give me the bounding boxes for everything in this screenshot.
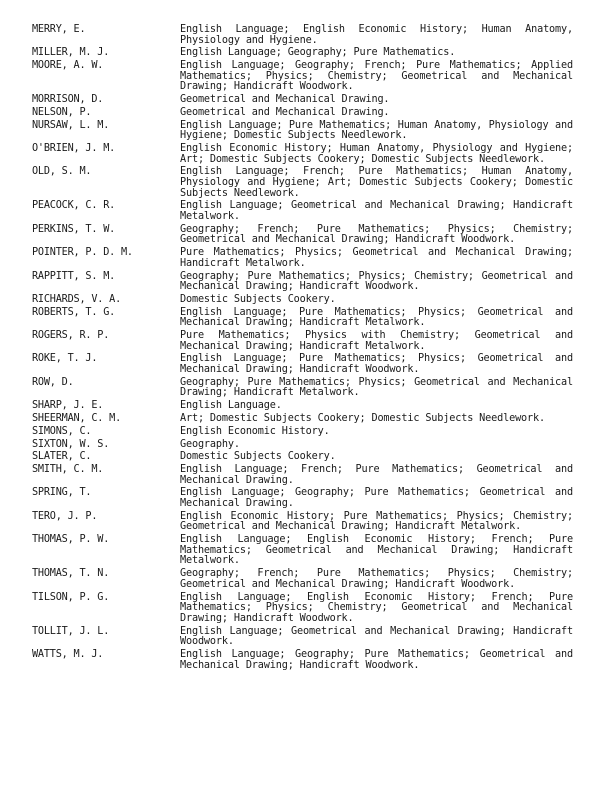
candidate-list [0, 25, 600, 673]
candidate-name: WATTS, M. J. [32, 648, 104, 660]
candidate-name: RICHARDS, V. A. [32, 293, 122, 305]
candidate-subjects: Geography; Pure Mathematics; Physics; Chemistry; Geometrical and Mechanical Drawing; Handicraft Woodwork. [180, 270, 573, 293]
candidate-name: SLATER, C. [32, 451, 92, 463]
candidate-subjects: English Language; English Economic History; Human Anatomy, Physiology and Hygiene. [180, 24, 573, 46]
candidate-name: TOLLIT, J. L. [32, 625, 110, 637]
candidate-subjects: English Language; Geometrical and Mechanical Drawing; Handicraft Woodwork. [180, 625, 573, 648]
candidate-name: ROW, D. [32, 376, 74, 388]
candidate-name: RAPPITT, S. M. [32, 270, 116, 282]
candidate-name: MILLER, M. J. [32, 47, 110, 59]
list-item [0, 144, 600, 165]
candidate-subjects: English Economic History. [180, 425, 330, 437]
candidate-subjects: English Language; Pure Mathematics; Physics; Geometrical and Mechanical Drawing; Handicraft Metalwork. [180, 306, 573, 329]
list-item [0, 378, 600, 399]
candidate-subjects: Geometrical and Mechanical Drawing. [180, 94, 390, 106]
candidate-subjects: Geography; Pure Mathematics; Physics; Geometrical and Mechanical Drawing; Handicraft Metalwork. [180, 376, 573, 399]
candidate-name: TERO, J. P. [32, 510, 98, 522]
candidate-name: PERKINS, T. W. [32, 223, 116, 235]
candidate-subjects: English Language; Geography; Pure Mathematics; Geometrical and Mechanical Drawing. [180, 487, 573, 510]
list-item [0, 272, 600, 293]
list-item [0, 248, 600, 269]
candidate-subjects: Art; Domestic Subjects Cookery; Domestic Subjects Needlework. [180, 412, 545, 424]
list-item [0, 488, 600, 509]
candidate-name: MERRY, E. [32, 24, 86, 35]
list-item [0, 225, 600, 246]
candidate-name: O'BRIEN, J. M. [32, 143, 116, 155]
candidate-subjects: English Language. [180, 400, 282, 412]
candidate-name: PEACOCK, C. R. [32, 200, 116, 212]
list-item [0, 452, 600, 463]
candidate-subjects: Pure Mathematics; Physics; Geometrical and Mechanical Drawing; Handicraft Metalwork. [180, 247, 573, 269]
candidate-name: ROGERS, R. P. [32, 330, 110, 342]
list-item [0, 48, 600, 59]
candidate-name: TILSON, P. G. [32, 591, 110, 603]
list-item [0, 121, 600, 142]
list-item [0, 61, 600, 93]
list-item [0, 569, 600, 590]
candidate-subjects: English Economic History; Human Anatomy, Physiology and Hygiene; Art; Domestic Subjects Cookery; Domestic Subjects Needlework. [180, 143, 573, 165]
candidate-subjects: English Language; Pure Mathematics; Physics; Geometrical and Mechanical Drawing; Handicraft Woodwork. [180, 353, 573, 376]
candidate-name: SIMONS, C. [32, 425, 92, 437]
candidate-name: THOMAS, P. W. [32, 534, 110, 546]
candidate-subjects: Domestic Subjects Cookery. [180, 451, 336, 463]
list-item [0, 627, 600, 648]
candidate-name: ROBERTS, T. G. [32, 306, 116, 318]
list-item [0, 650, 600, 671]
list-item [0, 427, 600, 438]
candidate-subjects: English Language; Geometrical and Mechanical Drawing; Handicraft Metalwork. [180, 200, 573, 222]
candidate-name: THOMAS, T. N. [32, 568, 110, 580]
list-item [0, 295, 600, 306]
candidate-subjects: Pure Mathematics; Physics with Chemistry; Geometrical and Mechanical Drawing; Handicraft Metalwork. [180, 330, 573, 352]
candidate-subjects: English Language; Geography; Pure Mathematics; Geometrical and Mechanical Drawing; Handicraft Woodwork. [180, 648, 573, 671]
list-item [0, 201, 600, 222]
candidate-subjects: Geography. [180, 438, 240, 450]
list-item [0, 331, 600, 352]
candidate-subjects: English Language; French; Pure Mathematics; Human Anatomy, Physiology and Hygiene; Art; Domestic Subjects Cookery; Domestic Subjects Needlework. [180, 166, 573, 199]
candidate-subjects: English Language; Geography; French; Pure Mathematics; Applied Mathematics; Physics; Chemistry; Geometrical and Mechanical Drawing; Handicraft Woodwork. [180, 60, 573, 93]
list-item [0, 167, 600, 199]
list-item [0, 25, 600, 46]
candidate-name: NURSAW, L. M. [32, 119, 110, 131]
candidate-subjects: English Economic History; Pure Mathematics; Physics; Chemistry; Geometrical and Mechanical Drawing; Handicraft Metalwork. [180, 510, 573, 533]
list-item [0, 535, 600, 567]
candidate-name: ROKE, T. J. [32, 353, 98, 365]
candidate-subjects: Geometrical and Mechanical Drawing. [180, 106, 390, 118]
candidate-name: SPRING, T. [32, 487, 92, 499]
candidate-name: SIXTON, W. S. [32, 438, 110, 450]
candidate-subjects: Geography; French; Pure Mathematics; Physics; Chemistry; Geometrical and Mechanical Drawing; Handicraft Woodwork. [180, 223, 573, 246]
candidate-name: MORRISON, D. [32, 94, 104, 106]
candidate-name: SHARP, J. E. [32, 400, 104, 412]
list-item [0, 465, 600, 486]
candidate-name: NELSON, P. [32, 106, 92, 118]
list-item [0, 354, 600, 375]
list-item [0, 512, 600, 533]
candidate-name: SHEERMAN, C. M. [32, 412, 122, 424]
candidate-subjects: English Language; Geography; Pure Mathematics. [180, 47, 456, 59]
candidate-subjects: English Language; French; Pure Mathematics; Geometrical and Mechanical Drawing. [180, 464, 573, 486]
list-item [0, 414, 600, 425]
candidate-name: POINTER, P. D. M. [32, 247, 133, 259]
list-item [0, 108, 600, 119]
candidate-subjects: English Language; Pure Mathematics; Human Anatomy, Physiology and Hygiene; Domestic Subjects Needlework. [180, 119, 573, 142]
list-item [0, 440, 600, 451]
candidate-name: MOORE, A. W. [32, 60, 104, 72]
list-item [0, 401, 600, 412]
candidate-name: SMITH, C. M. [32, 464, 104, 476]
list-item [0, 308, 600, 329]
list-item [0, 593, 600, 625]
candidate-subjects: Geography; French; Pure Mathematics; Physics; Chemistry; Geometrical and Mechanical Drawing; Handicraft Woodwork. [180, 568, 573, 590]
candidate-subjects: Domestic Subjects Cookery. [180, 293, 336, 305]
list-item [0, 95, 600, 106]
candidate-subjects: English Language; English Economic History; French; Pure Mathematics; Geometrical and Mechanical Drawing; Handicraft Metalwork. [180, 534, 573, 567]
candidate-subjects: English Language; English Economic History; French; Pure Mathematics; Physics; Chemistry; Geometrical and Mechanical Drawing; Handicraft Woodwork. [180, 591, 573, 624]
candidate-name: OLD, S. M. [32, 166, 92, 178]
